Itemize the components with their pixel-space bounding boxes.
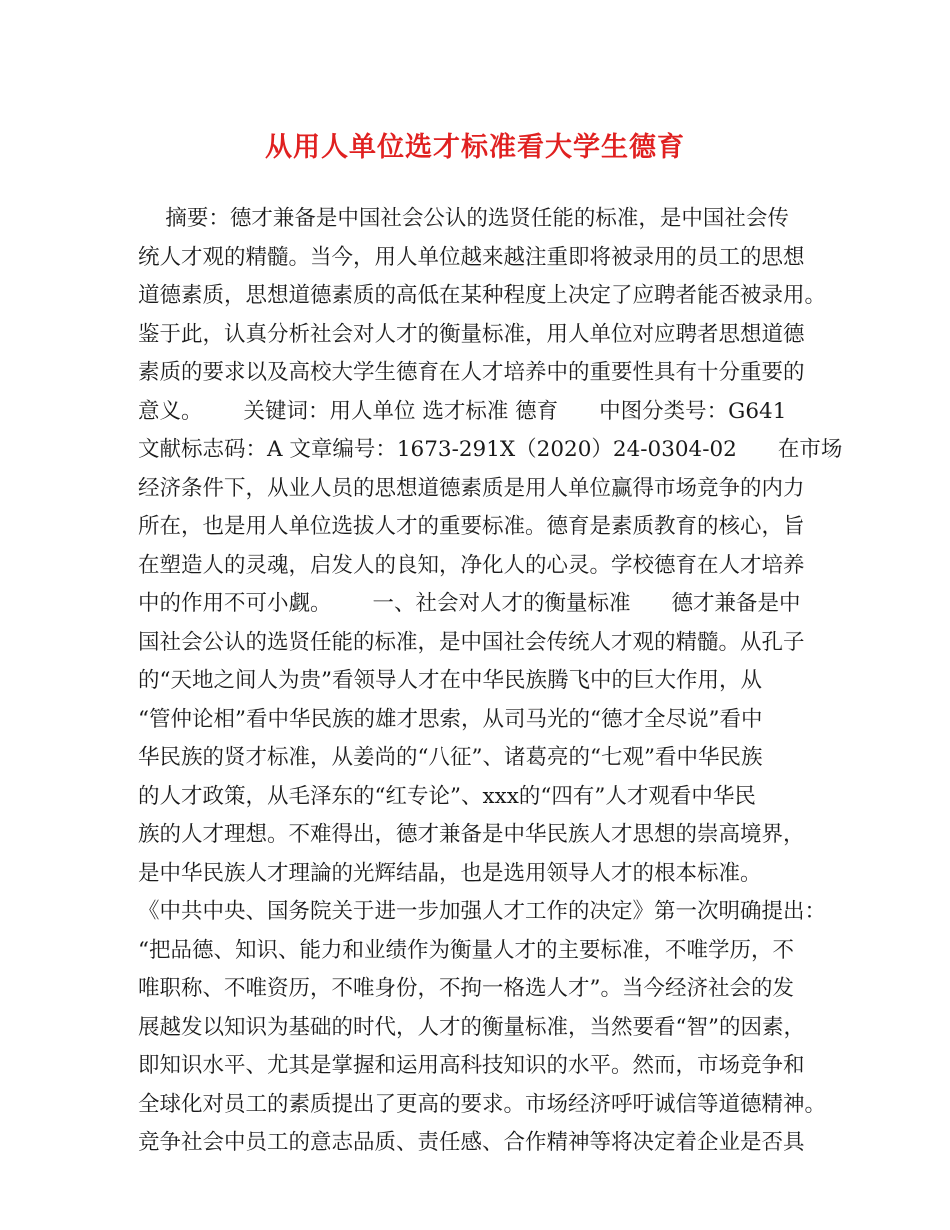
- body-line: 的人才政策，从毛泽东的“红专论”、xxx的“四有”人才观看中华民: [138, 783, 756, 809]
- body-line: 竞争社会中员工的意志品质、责任感、合作精神等将决定着企业是否具: [138, 1130, 805, 1155]
- document-body: [138, 200, 843, 1163]
- body-line: 在塑造人的灵魂，启发人的良知，净化人的心灵。学校德育在人才培养: [138, 552, 805, 578]
- body-line: 是中华民族人才理論的光辉结晶，也是选用领导人才的根本标准。: [138, 860, 762, 886]
- body-line: 经济条件下，从业人员的思想道德素质是用人单位赢得市场竞争的内力: [138, 475, 805, 501]
- body-line: “管仲论相”看中华民族的雄才思索，从司马光的“德才全尽说”看中: [138, 706, 763, 732]
- body-line: 族的人才理想。不难得出，德才兼备是中华民族人才思想的崇高境界，: [138, 822, 805, 847]
- body-line: 所在，也是用人单位选拔人才的重要标准。德育是素质教育的核心，旨: [138, 514, 805, 539]
- body-line: 文献标志码：A 文章编号：1673-291X（2020）24-0304-02 在市场: [138, 437, 843, 462]
- body-line: 即知识水平、尤其是掌握和运用高科技知识的水平。然而，市场竞争和: [138, 1053, 805, 1078]
- body-line: 素质的要求以及高校大学生德育在人才培养中的重要性具有十分重要的: [138, 360, 805, 385]
- body-line: 展越发以知识为基础的时代，人才的衡量标准，当然要看“智”的因素，: [138, 1014, 805, 1040]
- body-line: 中的作用不可小觑。 一、社会对人才的衡量标准 德才兼备是中: [138, 591, 801, 616]
- body-line: 意义。 关键词：用人单位 选才标准 德育 中图分类号：G641: [138, 398, 787, 424]
- body-line: 道德素质，思想道德素质的高低在某种程度上决定了应聘者能否被录用。: [138, 283, 827, 308]
- body-line: 唯职称、不唯资历，不唯身份，不拘一格选人才”。当今经济社会的发: [138, 976, 794, 1001]
- body-line: 摘要：德才兼备是中国社会公认的选贤任能的标准，是中国社会传: [138, 206, 789, 231]
- body-line: 统人才观的精髓。当今，用人单位越来越注重即将被录用的员工的思想: [138, 244, 805, 270]
- body-line: “把品德、知识、能力和业绩作为衡量人才的主要标准，不唯学历，不: [138, 937, 794, 963]
- document-title: 从用人单位选才标准看大学生德育: [265, 132, 685, 163]
- body-line: 鉴于此，认真分析社会对人才的衡量标准，用人单位对应聘者思想道德: [138, 321, 805, 347]
- body-line: 全球化对员工的素质提出了更高的要求。市场经济呼吁诚信等道德精神。: [138, 1091, 827, 1117]
- body-line: 的“天地之间人为贵”看领导人才在中华民族腾飞中的巨大作用，从: [138, 668, 762, 693]
- body-line: 《中共中央、国务院关于进一步加强人才工作的决定》第一次明确提出：: [138, 899, 827, 924]
- body-line: 国社会公认的选贤任能的标准，是中国社会传统人才观的精髓。从孔子: [138, 629, 805, 655]
- body-line: 华民族的贤才标准，从姜尚的“八征”、诸葛亮的“七观”看中华民族: [138, 745, 763, 770]
